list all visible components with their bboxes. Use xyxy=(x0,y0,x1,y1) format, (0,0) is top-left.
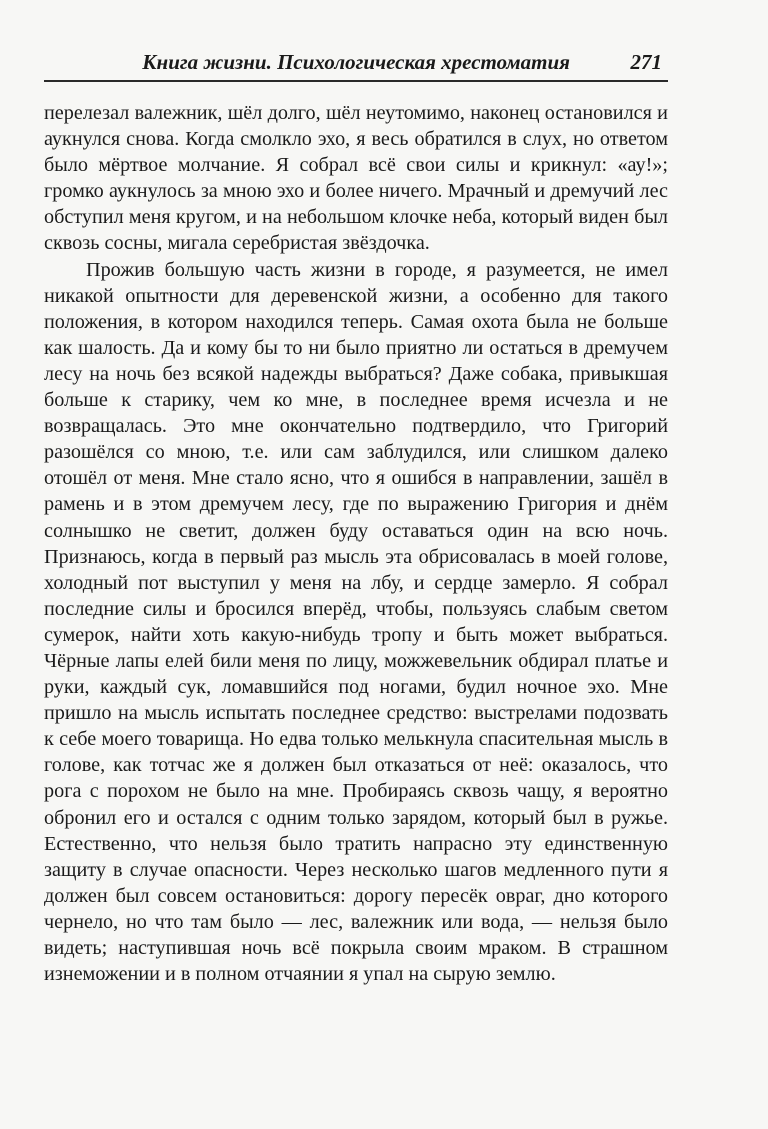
running-title: Книга жизни. Психологическая хрестоматия xyxy=(142,50,570,74)
header-rule xyxy=(44,80,668,82)
paragraph-1: перелезал валежник, шёл долго, шёл неутомимо, наконец остановился и аукнулся снова. Когда смолкло эхо, я весь обратился в слух, но ответом было мёртвое молчание. Я собрал всё свои силы и крикнул: «ау!»; громко аукнулось за мною эхо и более ничего. Мрачный и дремучий лес обступил меня кругом, и на небольшом клочке неба, который виден был сквозь сосны, мигала серебристая звёздочка. xyxy=(44,102,668,255)
page-header xyxy=(44,46,668,80)
paragraph-2: Прожив большую часть жизни в городе, я разумеется, не имел никакой опытности для деревенской жизни, а особенно для такого положения, в котором находился теперь. Самая охота была не больше как шалость. Да и кому бы то ни было приятно ли остаться в дремучем лесу на ночь без всякой надежды выбраться? Даже собака, привыкшая больше к старику, чем ко мне, в последнее время исчезла и не возвращалась. Это мне окончательно подтвердило, что Григорий разошёлся со мною, т.е. или сам заблудился, или слишком далеко отошёл от меня. Мне стало ясно, что я ошибся в направлении, зашёл в рамень и в этом дремучем лесу, где по выражению Григория и днём солнышко не светит, должен буду оставаться один на всю ночь. Признаюсь, когда в первый раз мысль эта обрисовалась в моей голове, холодный пот выступил у меня на лбу, и сердце замерло. Я собрал последние силы и бросился вперёд, чтобы, пользуясь слабым светом сумерок, найти хоть какую-нибудь тропу и быть может выбраться. Чёрные лапы елей били меня по лицу, можжевельник обдирал платье и руки, каждый сук, ломавшийся под ногами, будил ночное эхо. Мне пришло на мысль испытать последнее средство: выстрелами подозвать к себе моего товарища. Но едва только мелькнула спасительная мысль в голове, как тотчас же я должен был отказаться от неё: оказалось, что рога с порохом не было на мне. Пробираясь сквозь чащу, я вероятно обронил его и остался с одним только зарядом, который был в ружье. Естественно, что нельзя было тратить напрасно эту единственную защиту в случае опасности. Через несколько шагов медленного пути я должен был совсем остановиться: дорогу пересёк овраг, дно которого чернело, но что там было — лес, валежник или вода, — нельзя было видеть; наступившая ночь всё покрыла своим мраком. В страшном изнеможении и в полном отчаянии я упал на сырую землю. xyxy=(44,258,668,986)
page-number: 271 xyxy=(630,50,662,74)
body-text xyxy=(44,100,668,987)
